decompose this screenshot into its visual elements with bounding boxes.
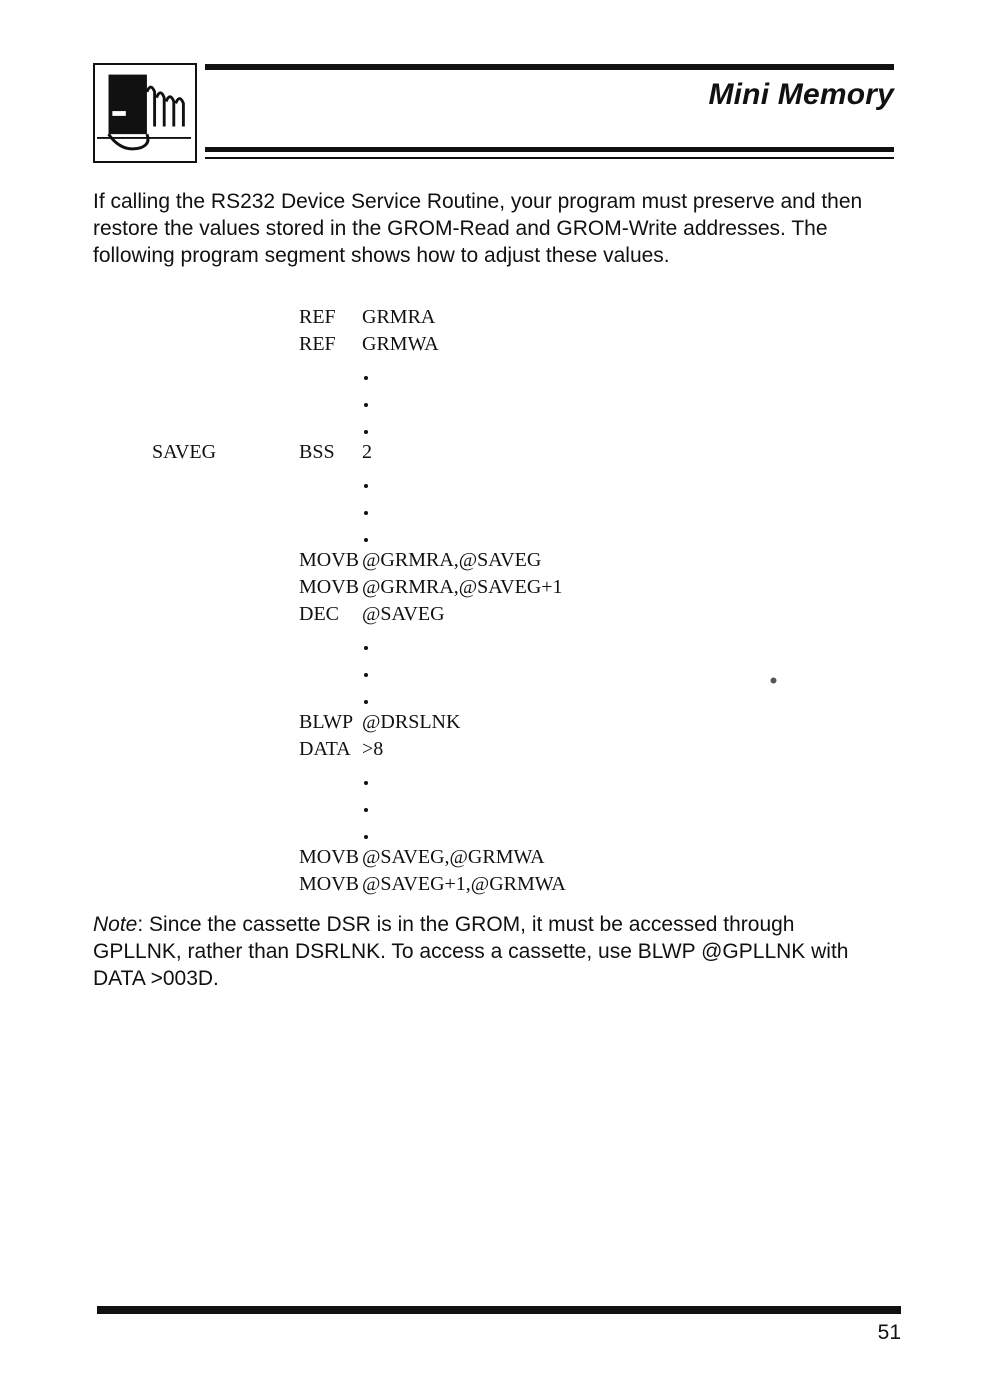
header-rule-bottom (205, 147, 894, 152)
intro-paragraph: If calling the RS232 Device Service Routine, your program must preserve and then restore the values stored in the GROM-Read and GROM-Write addresses. The following program segment shows how to adjust these values. (93, 190, 863, 267)
code-line (0, 331, 994, 358)
code-op: DEC (299, 603, 339, 625)
code-ellipsis-dot (364, 538, 368, 542)
code-ellipsis-dot (364, 403, 368, 407)
code-line (0, 547, 994, 574)
page-number: 51 (877, 1321, 901, 1344)
note-text: : Since the cassette DSR is in the GROM, it must be accessed through GPLLNK, rather than DSRLNK. To access a cassette, use BLWP @GPLLNK with DATA >003D. (93, 913, 849, 990)
code-ellipsis-dot (364, 646, 368, 650)
code-op: BSS (299, 441, 335, 463)
code-arg: @GRMRA,@SAVEG (362, 549, 542, 571)
code-op: REF (299, 333, 336, 355)
code-arg: @DRSLNK (362, 711, 461, 733)
code-ellipsis-dot (364, 484, 368, 488)
code-line (0, 871, 994, 898)
code-op: BLWP (299, 711, 354, 733)
code-label: SAVEG (152, 441, 217, 463)
code-line (0, 574, 994, 601)
hand-pressing-keys-icon (93, 63, 197, 163)
page-title: Mini Memory (708, 78, 894, 111)
code-arg: @SAVEG (362, 603, 445, 625)
code-arg: 2 (362, 441, 372, 463)
code-arg: GRMRA (362, 306, 436, 328)
code-line (0, 601, 994, 628)
code-op: DATA (299, 738, 351, 760)
code-ellipsis-dot (364, 511, 368, 515)
note-paragraph (93, 911, 883, 992)
code-arg: GRMWA (362, 333, 439, 355)
code-arg: @GRMRA,@SAVEG+1 (362, 576, 563, 598)
code-op: MOVB (299, 576, 360, 598)
code-line (0, 304, 994, 331)
code-op: MOVB (299, 873, 360, 895)
footer-rule (97, 1306, 901, 1314)
scan-speck (770, 676, 777, 685)
code-ellipsis-dot (364, 376, 368, 380)
header-rule-top (205, 64, 894, 70)
code-line (0, 736, 994, 763)
code-op: REF (299, 306, 336, 328)
code-arg: >8 (362, 738, 384, 760)
code-op: MOVB (299, 549, 360, 571)
code-ellipsis-dot (364, 781, 368, 785)
code-op: MOVB (299, 846, 360, 868)
code-arg: @SAVEG,@GRMWA (362, 846, 545, 868)
code-ellipsis-dot (364, 700, 368, 704)
code-ellipsis-dot (364, 430, 368, 434)
code-line (0, 709, 994, 736)
code-ellipsis-dot (364, 808, 368, 812)
header-rule-bottom-thin (205, 157, 894, 159)
code-ellipsis-dot (364, 673, 368, 677)
note-label: Note (93, 913, 138, 936)
code-arg: @SAVEG+1,@GRMWA (362, 873, 566, 895)
code-line (0, 439, 994, 466)
code-ellipsis-dot (364, 835, 368, 839)
code-line (0, 844, 994, 871)
